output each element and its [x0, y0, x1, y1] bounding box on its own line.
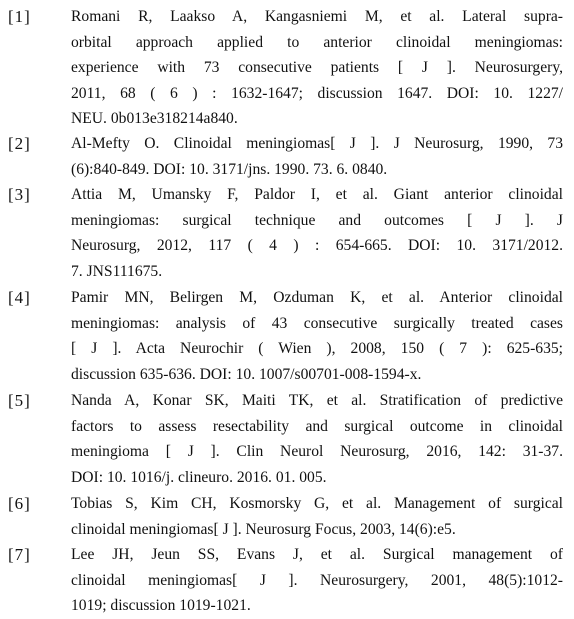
reference-number: [5] — [8, 391, 31, 410]
reference-line: 1019; discussion 1019-1021. — [71, 597, 251, 614]
reference-line: orbital approach applied to anterior clinoidal meningiomas: — [71, 33, 563, 51]
reference-text — [71, 285, 563, 387]
reference-line: Lee JH, Jeun SS, Evans J, et al. Surgical management of — [71, 546, 563, 563]
reference-number: [6] — [8, 494, 31, 513]
reference-line: meningioma [ J ]. Clin Neurol Neurosurg, 2016, 142: 31-37. — [71, 443, 563, 460]
reference-line: Tobias S, Kim CH, Kosmorsky G, et al. Management of surgical — [71, 495, 563, 512]
reference-line: meningiomas: surgical technique and outcomes [ J ]. J — [71, 211, 563, 229]
reference-line: 2011, 68 ( 6 ) : 1632-1647; discussion 1647. DOI: 10. 1227/ — [71, 84, 563, 102]
reference-number: [3] — [8, 185, 31, 204]
reference-line: 7. JNS111675. — [71, 262, 163, 280]
reference-line: factors to assess resectability and surgical outcome in clinoidal — [71, 417, 563, 435]
reference-line: Nanda A, Konar SK, Maiti TK, et al. Stratification of predictive — [71, 392, 563, 409]
reference-line: DOI: 10. 1016/j. clineuro. 2016. 01. 005. — [71, 468, 327, 486]
reference-line: NEU. 0b013e318214a840. — [71, 110, 238, 127]
reference-text — [71, 542, 563, 619]
reference-line: (6):840-849. DOI: 10. 3171/jns. 1990. 73. 6. 0840. — [71, 160, 388, 178]
reference-line: Al-Mefty O. Clinoidal meningiomas[ J ]. J Neurosurg, 1990, 73 — [71, 135, 563, 152]
reference-number: [4] — [8, 288, 31, 307]
reference-line: meningiomas: analysis of 43 consecutive surgically treated cases — [71, 314, 563, 332]
reference-line: Pamir MN, Belirgen M, Ozduman K, et al. Anterior clinoidal — [71, 289, 563, 306]
reference-text — [71, 4, 563, 132]
reference-line: Romani R, Laakso A, Kangasniemi M, et al. Lateral supra- — [71, 8, 563, 25]
reference-text — [71, 182, 563, 284]
reference-line: Neurosurg, 2012, 117 ( 4 ) : 654-665. DOI: 10. 3171/2012. — [71, 237, 563, 254]
reference-number: [7] — [8, 545, 31, 564]
reference-line: experience with 73 consecutive patients [ J ]. Neurosurgery, — [71, 59, 563, 76]
reference-number: [1] — [8, 7, 31, 26]
reference-text — [71, 388, 563, 490]
reference-line: clinoidal meningiomas[ J ]. Neurosurgery, 2001, 48(5):1012- — [71, 571, 563, 589]
reference-line: discussion 635-636. DOI: 10. 1007/s00701-008-1594-x. — [71, 365, 422, 383]
reference-text — [71, 131, 563, 182]
reference-text — [71, 491, 563, 542]
reference-line: Attia M, Umansky F, Paldor I, et al. Giant anterior clinoidal — [71, 186, 563, 203]
reference-line: [ J ]. Acta Neurochir ( Wien ), 2008, 150 ( 7 ): 625-635; — [71, 340, 563, 357]
reference-number: [2] — [8, 134, 31, 153]
reference-line: clinoidal meningiomas[ J ]. Neurosurg Focus, 2003, 14(6):e5. — [71, 520, 456, 538]
